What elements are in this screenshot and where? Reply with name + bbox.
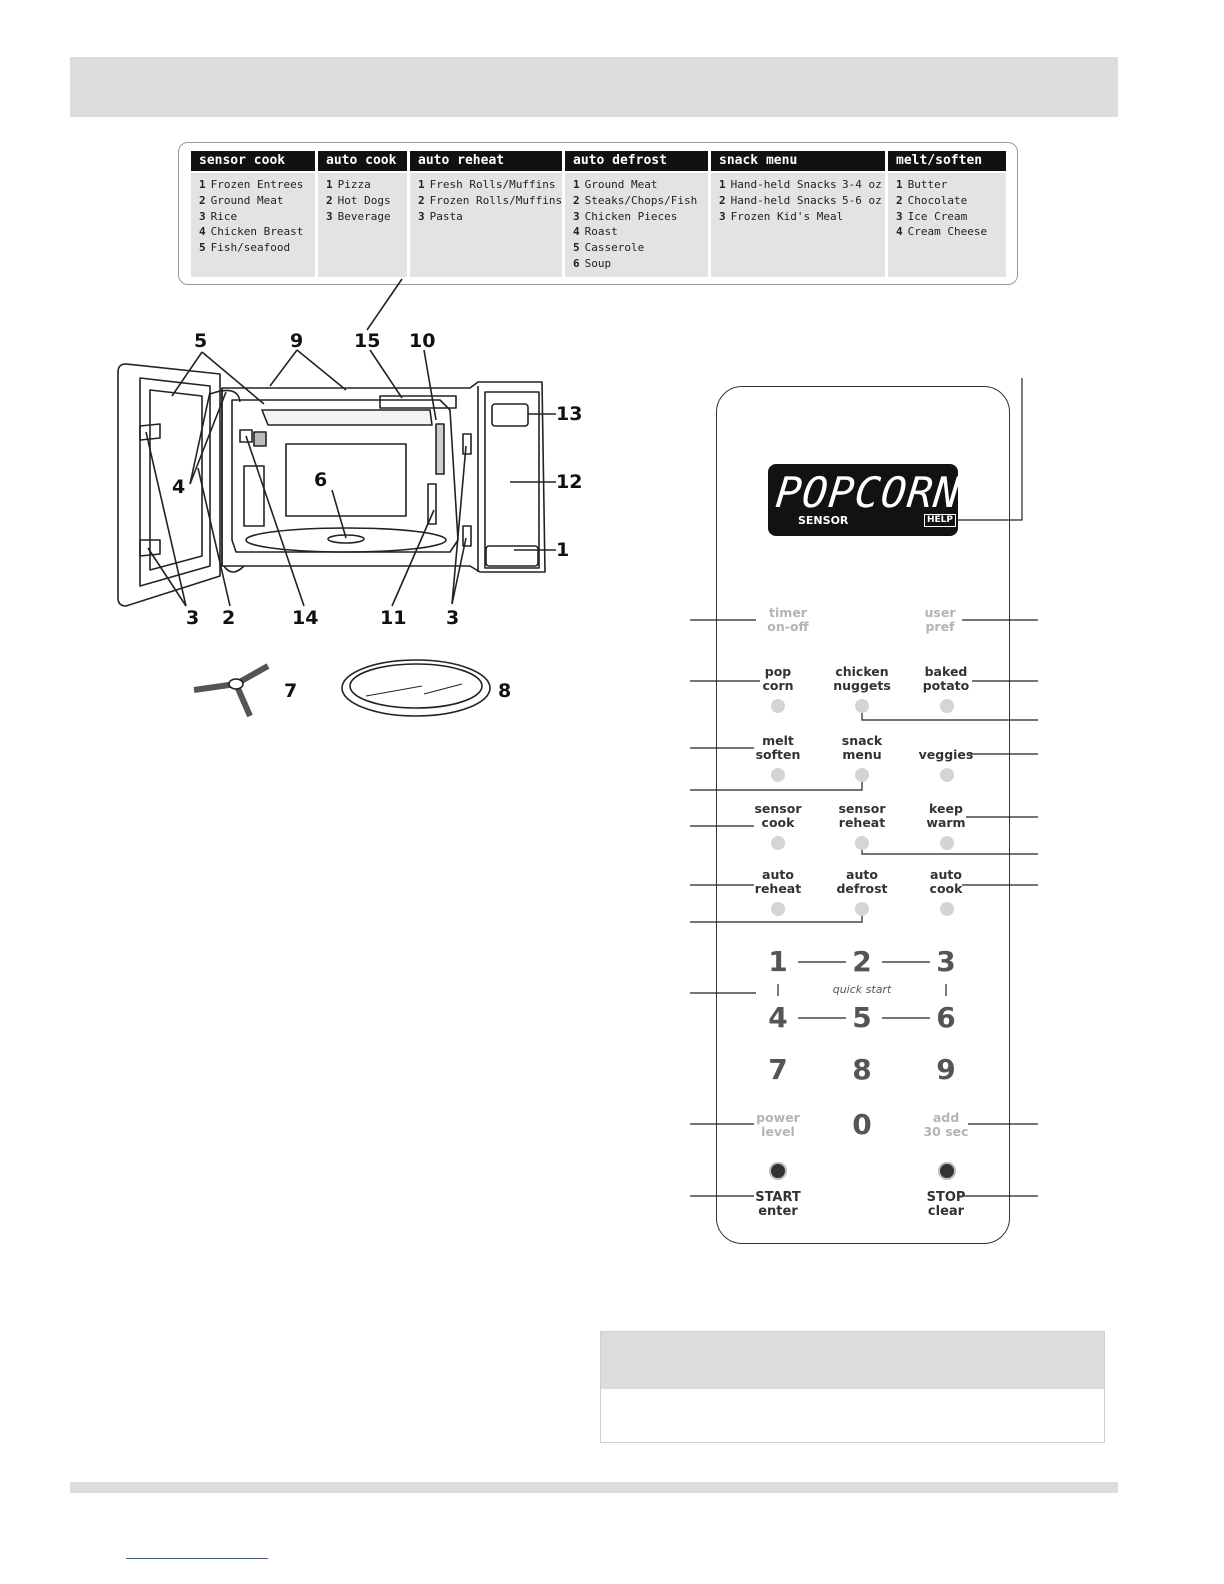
digit-0-button[interactable]: 0 [852, 1108, 872, 1141]
callout-11: 11 [380, 607, 407, 629]
menu-column-title: snack menu [711, 151, 885, 171]
user-pref-button[interactable]: user pref [924, 605, 956, 634]
callout-8: 8 [498, 680, 512, 702]
menu-item: 2 Ground Meat [199, 193, 284, 207]
auto-reheat-button[interactable]: auto reheat [754, 867, 802, 896]
menu-item: 4 Roast [573, 225, 618, 239]
timer-button[interactable]: timer on-off [767, 605, 809, 634]
add-30-sec-button[interactable]: add 30 sec [923, 1110, 969, 1139]
quick-start-label: quick start [832, 983, 892, 996]
menu-item: 3 Frozen Kid's Meal [719, 209, 844, 223]
sensor-cook-button[interactable]: sensor cook [754, 801, 802, 830]
callout-15: 15 [354, 330, 381, 352]
note-box-header [601, 1332, 1104, 1389]
callout-7: 7 [284, 680, 298, 702]
menu-item: 2 Hand-held Snacks 5-6 oz [719, 193, 882, 207]
baked-potato-button[interactable]: baked potato [922, 664, 970, 693]
digit-8-button[interactable]: 8 [852, 1053, 872, 1086]
digit-6-button[interactable]: 6 [936, 1001, 956, 1034]
melt-soften-button[interactable]: melt soften [755, 733, 801, 762]
digit-1-button[interactable]: 1 [768, 945, 788, 978]
digit-2-button[interactable]: 2 [852, 945, 872, 978]
display-sensor-indicator: SENSOR [798, 514, 849, 527]
menu-item: 1 Fresh Rolls/Muffins [418, 178, 556, 191]
stop-button[interactable]: STOP clear [926, 1190, 966, 1219]
sensor-reheat-indicator [855, 836, 869, 850]
digit-9-button[interactable]: 9 [936, 1053, 956, 1086]
power-level-button[interactable]: power level [756, 1110, 800, 1139]
menu-item: 4 Cream Cheese [896, 225, 988, 239]
display-help-indicator: HELP [924, 514, 956, 527]
digit-3-button[interactable]: 3 [936, 945, 956, 978]
auto-defrost-button[interactable]: auto defrost [836, 867, 888, 896]
display-readout: POPCORN [773, 468, 963, 517]
menu-item: 1 Frozen Entrees [199, 178, 304, 191]
menu-item: 3 Pasta [418, 209, 463, 223]
menu-item: 1 Pizza [326, 178, 371, 191]
start-button[interactable]: START enter [755, 1190, 801, 1219]
digit-4-button[interactable]: 4 [768, 1001, 788, 1034]
chicken-nuggets-button[interactable]: chicken nuggets [833, 664, 891, 693]
snack-menu-button[interactable]: snack menu [841, 733, 883, 762]
callout-14: 14 [292, 607, 319, 629]
sensor-reheat-button[interactable]: sensor reheat [838, 801, 886, 830]
menu-item: 3 Ice Cream [896, 209, 968, 223]
note-box [600, 1331, 1105, 1443]
callout-2: 2 [222, 607, 236, 629]
menu-column-title: auto defrost [565, 151, 708, 171]
start-indicator [769, 1162, 787, 1180]
menu-column-title: auto cook [318, 151, 407, 171]
melt-soften-indicator [771, 768, 785, 782]
snack-menu-indicator [855, 768, 869, 782]
menu-item: 1 Ground Meat [573, 178, 658, 191]
callout-4: 4 [172, 476, 186, 498]
menu-item: 2 Steaks/Chops/Fish [573, 193, 698, 207]
menu-column-title: sensor cook [191, 151, 315, 171]
callout-6: 6 [314, 469, 328, 491]
page-footer-band [70, 1482, 1118, 1493]
digit-5-button[interactable]: 5 [852, 1001, 872, 1034]
popcorn-button[interactable]: pop corn [762, 664, 794, 693]
callout-5: 5 [194, 330, 208, 352]
auto-defrost-indicator [855, 902, 869, 916]
chicken-nuggets-indicator [855, 699, 869, 713]
menu-item: 4 Chicken Breast [199, 225, 304, 239]
menu-item: 3 Rice [199, 209, 238, 223]
menu-item: 2 Chocolate [896, 193, 968, 207]
auto-cook-indicator [940, 902, 954, 916]
menu-item: 3 Beverage [326, 209, 391, 223]
menu-item: 3 Chicken Pieces [573, 209, 678, 223]
callout-3-left: 3 [186, 607, 200, 629]
callout-9: 9 [290, 330, 304, 352]
digit-7-button[interactable]: 7 [768, 1053, 788, 1086]
menu-item: 2 Frozen Rolls/Muffins [418, 193, 563, 207]
sensor-cook-indicator [771, 836, 785, 850]
veggies-indicator [940, 768, 954, 782]
menu-item: 5 Fish/seafood [199, 241, 291, 255]
menu-item: 2 Hot Dogs [326, 193, 391, 207]
menu-item: 1 Butter [896, 178, 948, 191]
callout-12: 12 [556, 471, 583, 493]
keep-warm-indicator [940, 836, 954, 850]
menu-column-title: auto reheat [410, 151, 562, 171]
callout-10: 10 [409, 330, 436, 352]
callout-1: 1 [556, 539, 570, 561]
baked-potato-indicator [940, 699, 954, 713]
callout-3-right: 3 [446, 607, 460, 629]
keep-warm-button[interactable]: keep warm [926, 801, 966, 830]
veggies-button[interactable]: veggies [918, 747, 974, 762]
callout-13: 13 [556, 403, 583, 425]
auto-cook-button[interactable]: auto cook [929, 867, 963, 896]
menu-item: 1 Hand-held Snacks 3-4 oz [719, 178, 882, 191]
menu-column-title: melt/soften [888, 151, 1006, 171]
menu-item: 5 Casserole [573, 241, 645, 255]
stop-indicator [938, 1162, 956, 1180]
footer-link-underline[interactable] [126, 1558, 268, 1559]
menu-item: 6 Soup [573, 256, 612, 270]
lcd-display [768, 464, 963, 536]
auto-reheat-indicator [771, 902, 785, 916]
popcorn-indicator [771, 699, 785, 713]
